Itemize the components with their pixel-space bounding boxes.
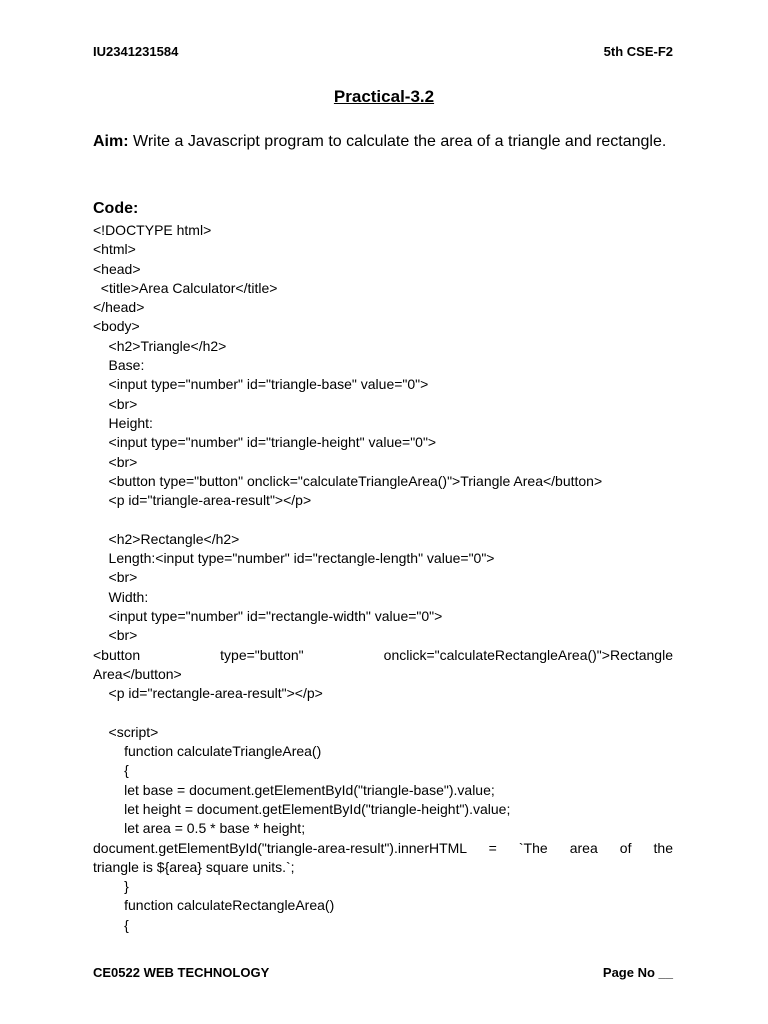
page-number: Page No __ (602, 965, 673, 980)
enrollment-id: IU2341231584 (93, 44, 179, 59)
class-section: 5th CSE-F2 (603, 44, 673, 59)
code-line: <p id="triangle-area-result"></p> (93, 492, 312, 509)
code-line: { (93, 762, 129, 779)
code-line: <button type="button" onclick="calculateTriangleArea()">Triangle Area</button> (93, 472, 603, 489)
code-line: let height = document.getElementById("triangle-height").value; (93, 800, 511, 817)
code-line: <button type="button" onclick="calculateRectangleArea()">Rectangle (93, 646, 673, 663)
code-line: let area = 0.5 * base * height; (93, 820, 306, 837)
aim-paragraph (93, 131, 673, 153)
code-line: function calculateTriangleArea() (93, 743, 322, 760)
code-line: <h2>Triangle</h2> (93, 337, 227, 354)
code-line: Height: (93, 414, 153, 431)
page-footer (93, 965, 673, 980)
code-line: <br> (93, 453, 138, 470)
code-line: <body> (93, 318, 140, 335)
code-line: <p id="rectangle-area-result"></p> (93, 685, 323, 702)
code-line: <script> (93, 723, 159, 740)
code-label: Code: (93, 200, 139, 217)
code-line: </head> (93, 299, 145, 316)
aim-label: Aim: (93, 133, 129, 150)
code-line: Base: (93, 357, 145, 374)
code-line: <input type="number" id="triangle-height" value="0"> (93, 434, 437, 451)
code-line: <input type="number" id="triangle-base" value="0"> (93, 376, 429, 393)
code-line: { (93, 916, 129, 933)
code-line: Width: (93, 588, 149, 605)
code-line: document.getElementById("triangle-area-result").innerHTML = `The area of the (93, 839, 673, 856)
code-line: <input type="number" id="rectangle-width" value="0"> (93, 607, 443, 624)
code-line: <html> (93, 241, 136, 258)
code-block (93, 221, 673, 935)
code-line: <br> (93, 627, 138, 644)
code-line: <!DOCTYPE html> (93, 222, 212, 238)
code-line: Length:<input type="number" id="rectangle-length" value="0"> (93, 550, 495, 567)
code-line: function calculateRectangleArea() (93, 897, 335, 914)
code-line: <h2>Rectangle</h2> (93, 530, 240, 547)
code-line: <head> (93, 260, 141, 277)
code-line (93, 510, 673, 529)
code-line: <title>Area Calculator</title> (93, 279, 278, 296)
code-line: Area</button> (93, 665, 182, 682)
course-name: CE0522 WEB TECHNOLOGY (93, 965, 270, 980)
code-line: let base = document.getElementById("triangle-base").value; (93, 781, 495, 798)
code-line (93, 703, 673, 722)
page-header (93, 44, 673, 59)
code-line: <br> (93, 569, 138, 586)
code-line: <br> (93, 395, 138, 412)
aim-text: Write a Javascript program to calculate the area of a triangle and rectangle. (128, 133, 667, 150)
code-line: } (93, 878, 129, 895)
practical-title: Practical-3.2 (333, 87, 435, 106)
code-line: triangle is ${area} square units.`; (93, 858, 295, 875)
